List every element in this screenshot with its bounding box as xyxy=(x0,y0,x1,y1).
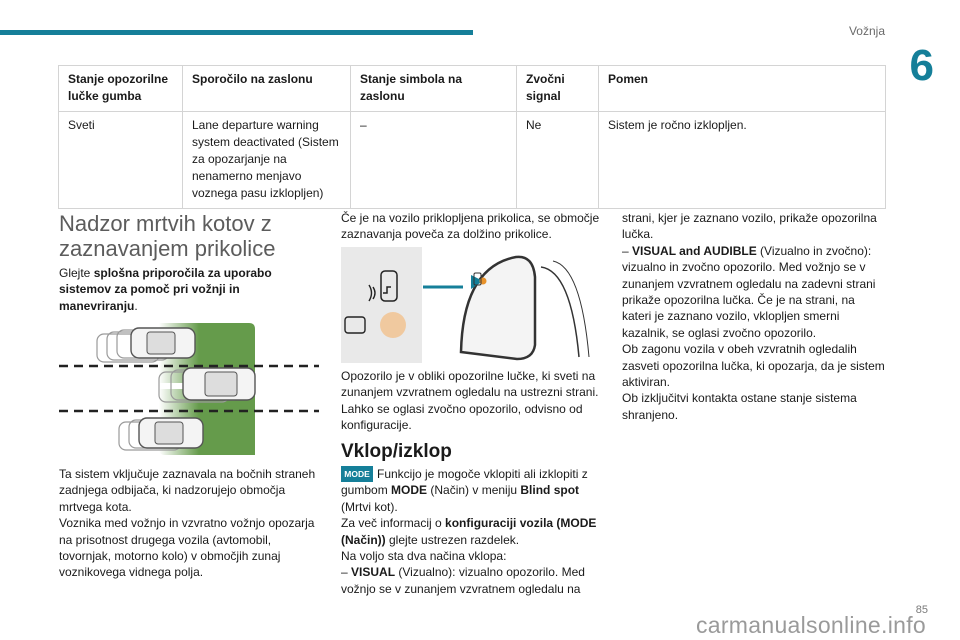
col-header-state: Stanje opozorilne lučke gumba xyxy=(59,66,183,112)
right-column-paragraph xyxy=(622,210,887,423)
onoff-heading: Vklop/izklop xyxy=(341,441,452,462)
ignition-off-text: Ob izključitvi kontakta ostane stanje sistema shranjeno. xyxy=(622,391,857,422)
trailer-paragraph: Če je na vozilo priklopljena prikolica, se območje zaznavanja poveča za dolžino prikolice. xyxy=(341,211,600,242)
watermark: carmanualsonline.info xyxy=(695,612,926,638)
onoff-text-2: (Način) v meniju xyxy=(427,483,521,498)
cell-message: Lane departure warning system deactivated (Sistem za opozarjanje na nenamerno menjavo voznega pasu izklopljen) xyxy=(183,112,351,209)
onoff-text-6: Na voljo sta dva načina vklopa: xyxy=(341,549,507,564)
header-accent-bar xyxy=(0,30,473,35)
table-row xyxy=(59,112,886,209)
col-header-meaning: Pomen xyxy=(599,66,886,112)
blind-spot-zones-illustration xyxy=(59,320,319,460)
intro-end: . xyxy=(134,298,138,313)
visual-bold: VISUAL xyxy=(351,565,396,580)
cell-symbol: – xyxy=(351,112,517,209)
visual-desc-start: (Vizualno): vizualno opozorilo. Med vožnjo se v zunanjem vzvratnem ogledalu na xyxy=(341,565,585,596)
description-paragraph xyxy=(59,466,324,581)
onoff-text-5: glejte ustrezen razdelek. xyxy=(385,532,520,547)
col-header-sound: Zvočni signal xyxy=(517,66,599,112)
visual-desc-continued: strani, kjer je zaznano vozilo, prikaže opozorilna lučka. xyxy=(622,211,877,242)
intro-link-bold: splošna priporočila za uporabo sistemov za pomoč pri vožnji in manevriranju xyxy=(59,266,272,313)
onoff-text-1: Funkcijo je mogoče vklopiti ali izklopiti z gumbom xyxy=(341,467,588,498)
chapter-number: 6 xyxy=(909,41,934,90)
section-heading: Nadzor mrtvih kotov z zaznavanjem prikolice xyxy=(59,211,276,261)
description-text-2: Voznika med vožnjo in vzvratno vožnjo opozarja na prisotnost drugega vozila (avtomobil, tovornjak, motorno kolo) v območjih zunaj voznikovega vidnega polja. xyxy=(59,516,315,580)
cell-meaning: Sistem je ročno izklopljen. xyxy=(599,112,886,209)
page-number: 85 xyxy=(915,604,928,616)
mode-button-icon: MODE xyxy=(341,466,373,482)
intro-text: Glejte xyxy=(59,266,94,280)
startup-text: Ob zagonu vozila v obeh vzvratnih ogledalih zasveti opozorilna lučka, ki opozarja, da je sistem aktiviran. xyxy=(622,342,885,390)
description-text-1: Ta sistem vključuje zaznavala na bočnih straneh zadnjega odbijača, ki nadzorujejo območja mrtvega kota. xyxy=(59,467,316,514)
mirror-warning-illustration xyxy=(341,247,591,363)
onoff-text-4: Za več informacij o xyxy=(341,516,446,531)
blind-spot-bold: Blind spot xyxy=(520,483,580,498)
symbol-panel xyxy=(341,247,422,363)
warning-status-table xyxy=(58,65,886,209)
cell-state: Sveti xyxy=(59,112,183,209)
mode-bold: MODE xyxy=(391,483,428,498)
dash-1: – xyxy=(341,565,352,580)
mirror-paragraph: Opozorilo je v obliki opozorilne lučke, ki sveti na zunanjem vzvratnem ogledalu na ustrezni strani. Lahko se oglasi zvočno opozorilo, odvisno od konfiguracije. xyxy=(341,369,599,433)
intro-paragraph xyxy=(59,265,319,314)
section-name: Vožnja xyxy=(848,24,885,38)
onoff-text-3: (Mrtvi kot). xyxy=(341,499,398,514)
visual-audible-bold: VISUAL and AUDIBLE xyxy=(632,243,757,258)
orange-glow-icon xyxy=(380,312,406,338)
cell-sound: Ne xyxy=(517,112,599,209)
onoff-paragraph xyxy=(341,466,606,597)
config-bold: konfiguraciji vozila (MODE (Način)) xyxy=(341,516,597,547)
col-header-symbol: Stanje simbola na zaslonu xyxy=(351,66,517,112)
dash-2: – xyxy=(622,243,633,258)
table-header-row xyxy=(59,66,886,112)
col-header-message: Sporočilo na zaslonu xyxy=(183,66,351,112)
visual-audible-desc: (Vizualno in zvočno): vizualno in zvočno opozorilo. Med vožnjo se v zunanjem vzvratnem ogledalu na zadevni strani prikaže opozorilna lučka. Če je na strani, na kateri je zaznano vozilo, vklopljen smerni kazalnik, se oglasi zvočno opozorilo. xyxy=(622,243,876,340)
